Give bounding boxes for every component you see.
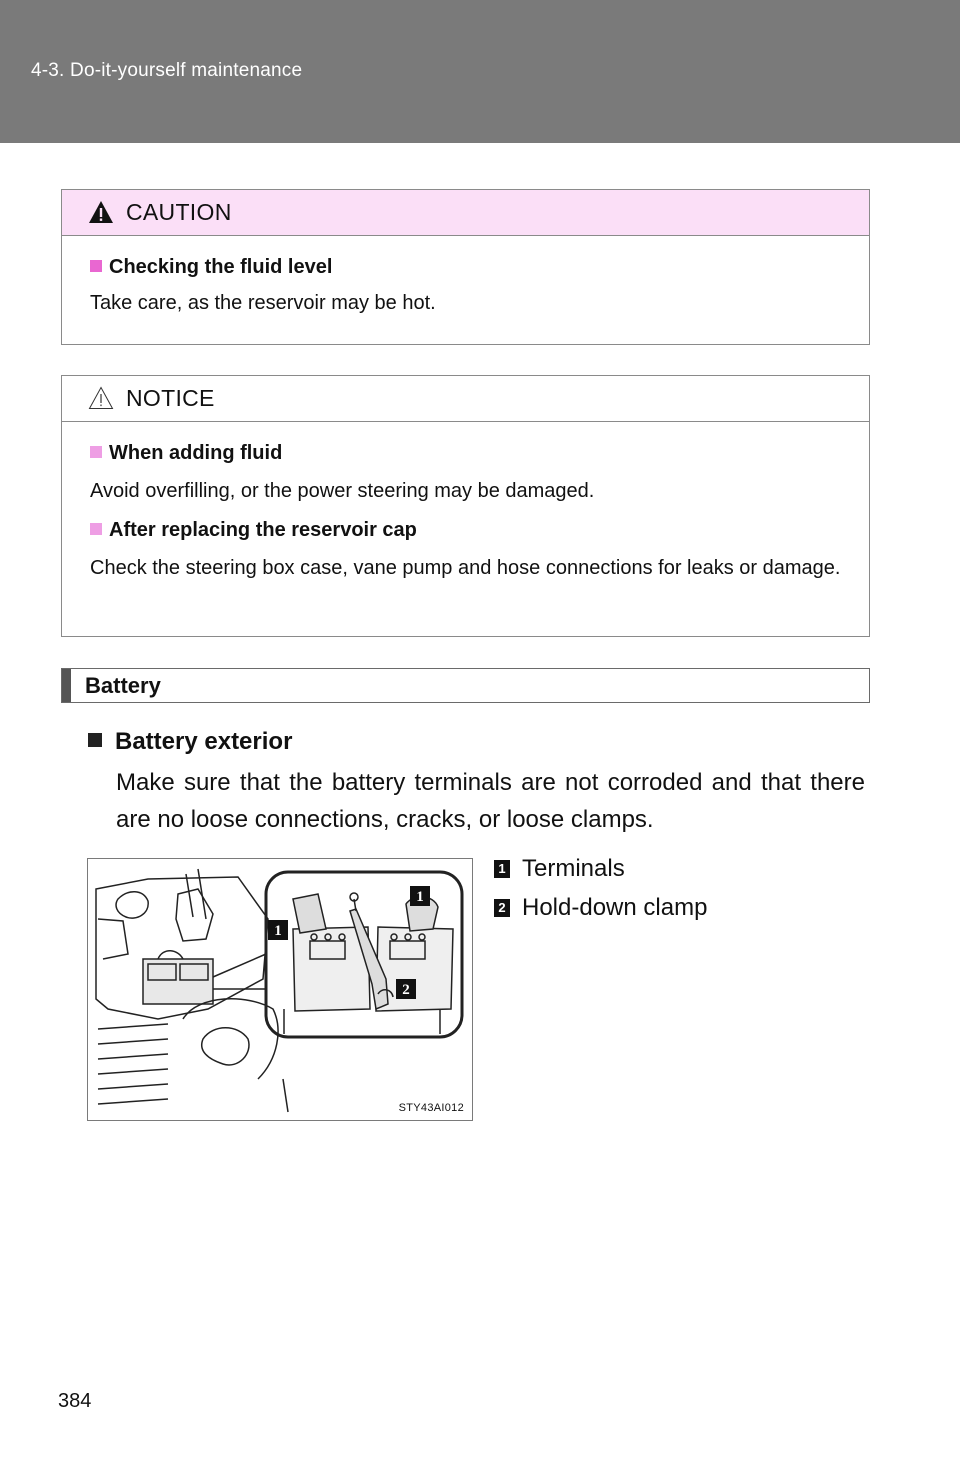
caution-item-body: Take care, as the reservoir may be hot.	[90, 292, 436, 314]
bullet-square-icon	[90, 523, 102, 535]
bullet-square-icon	[90, 260, 102, 272]
legend-label: Terminals	[522, 855, 625, 882]
caution-box	[61, 189, 870, 345]
notice-item-body: Check the steering box case, vane pump and hose connections for leaks or damage.	[90, 557, 841, 579]
bullet-square-icon	[88, 733, 102, 747]
callout-2: 2	[402, 982, 410, 998]
legend-item	[494, 855, 625, 883]
caution-header	[62, 190, 869, 236]
legend-number: 2	[494, 899, 510, 917]
battery-drawing	[88, 859, 473, 1121]
notice-header	[62, 376, 869, 422]
subsection-text: Make sure that the battery terminals are not corroded and that there are no loose connections, cracks, or loose clamps.	[116, 769, 865, 833]
figure-code: STY43AI012	[398, 1102, 464, 1114]
legend-number: 1	[494, 860, 510, 878]
bullet-square-icon	[90, 446, 102, 458]
subsection-heading: Battery exterior	[88, 728, 292, 756]
page-number: 384	[58, 1390, 92, 1412]
battery-illustration	[87, 858, 473, 1121]
legend-item	[494, 894, 707, 922]
callout-1: 1	[416, 889, 424, 905]
notice-item-title: When adding fluid	[90, 442, 282, 465]
page-header	[0, 0, 960, 143]
notice-label: NOTICE	[126, 385, 215, 411]
section-breadcrumb: 4-3. Do-it-yourself maintenance	[31, 60, 303, 81]
notice-item-title: After replacing the reservoir cap	[90, 519, 417, 542]
section-title-bar	[61, 668, 870, 703]
section-title: Battery	[85, 673, 161, 698]
warning-outline-icon	[88, 386, 114, 410]
legend-label: Hold-down clamp	[522, 894, 708, 921]
caution-label: CAUTION	[126, 199, 232, 225]
notice-item-body: Avoid overfilling, or the power steering may be damaged.	[90, 480, 595, 502]
section-accent	[62, 669, 71, 702]
notice-box	[61, 375, 870, 637]
callout-1: 1	[274, 923, 282, 939]
caution-item-title: Checking the fluid level	[90, 256, 332, 279]
warning-filled-icon	[88, 200, 114, 224]
